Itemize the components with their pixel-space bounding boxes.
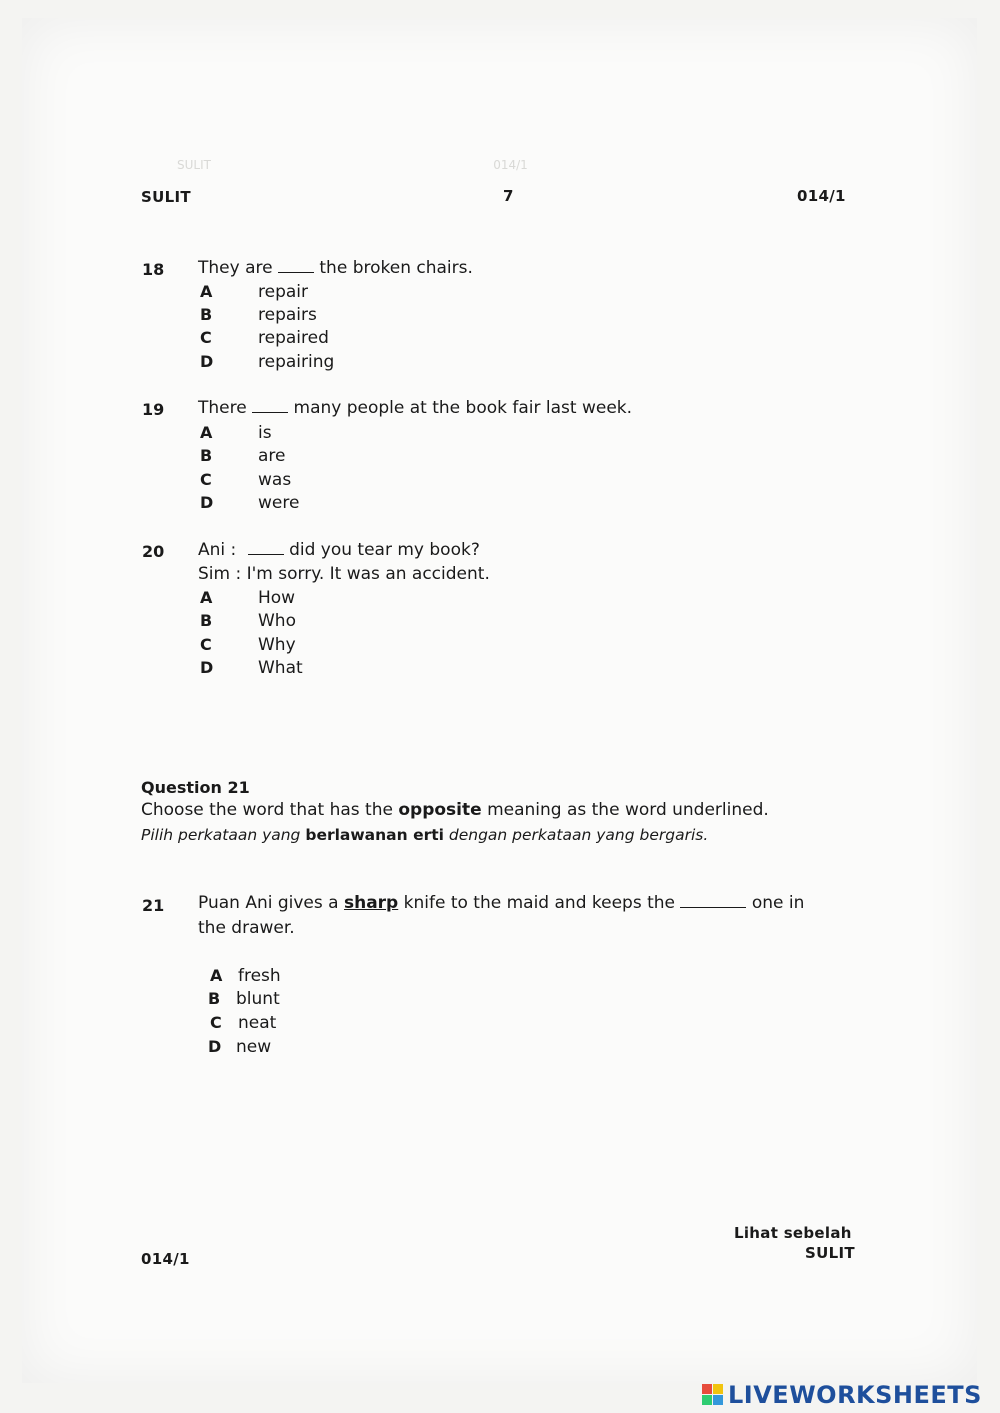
question-21-line-2: the drawer. xyxy=(198,918,295,938)
question-21-text-3: one in xyxy=(751,893,805,913)
header-sulit: SULIT xyxy=(141,188,191,206)
option-letter: B xyxy=(200,305,213,324)
instruction-en-part-2: meaning as the word underlined. xyxy=(487,800,769,820)
option-letter: A xyxy=(210,966,223,985)
question-18-text-before: They are xyxy=(198,258,273,278)
liveworksheets-logo[interactable] xyxy=(702,1380,992,1410)
question-18-blank[interactable] xyxy=(278,258,314,273)
question-19-number: 19 xyxy=(142,400,165,419)
question-20-line-1-text: did you tear my book? xyxy=(289,540,480,560)
option-letter: D xyxy=(208,1037,222,1056)
question-20-line-2-text: I'm sorry. It was an accident. xyxy=(246,564,490,584)
question-21-text-1: Puan Ani gives a xyxy=(198,893,339,913)
option-text: Who xyxy=(258,611,296,631)
question-19-text-before: There xyxy=(198,398,247,418)
footer-next-page: Lihat sebelah xyxy=(734,1224,852,1242)
liveworksheets-icon xyxy=(702,1384,724,1406)
option-text: fresh xyxy=(238,966,281,986)
option-letter: B xyxy=(200,446,213,465)
section-21-title: Question 21 xyxy=(141,778,250,797)
option-letter: C xyxy=(210,1013,222,1032)
option-text: repairs xyxy=(258,305,317,325)
instruction-ms-part-1: Pilih perkataan yang xyxy=(141,826,301,844)
option-letter: C xyxy=(200,635,212,654)
option-letter: D xyxy=(200,493,214,512)
speaker-sim: Sim : xyxy=(198,564,242,584)
question-21-text-2: knife to the maid and keeps the xyxy=(403,893,675,913)
option-letter: B xyxy=(208,989,221,1008)
option-letter: A xyxy=(200,423,213,442)
section-21-instruction-en xyxy=(141,800,769,820)
option-text: were xyxy=(258,493,300,513)
question-20-blank[interactable] xyxy=(248,540,284,555)
question-19-text-after: many people at the book fair last week. xyxy=(293,398,633,418)
page-number: 7 xyxy=(503,187,514,205)
question-18-text-after: the broken chairs. xyxy=(319,258,473,278)
option-text: Why xyxy=(258,635,296,655)
instruction-en-part-1: Choose the word that has the xyxy=(141,800,393,820)
question-18-number: 18 xyxy=(142,260,165,279)
exam-page: SULIT 014/1 xyxy=(22,18,977,1383)
footer-code: 014/1 xyxy=(141,1250,190,1268)
question-21-underlined-word: sharp xyxy=(343,893,399,913)
speaker-ani: Ani : xyxy=(198,540,237,560)
option-text: are xyxy=(258,446,286,466)
instruction-ms-part-2: dengan perkataan yang bergaris. xyxy=(448,826,709,844)
option-text: What xyxy=(258,658,303,678)
question-19-stem xyxy=(198,398,632,418)
question-20-number: 20 xyxy=(142,542,165,561)
question-21-blank[interactable] xyxy=(680,893,746,908)
option-text: How xyxy=(258,588,296,608)
header-code: 014/1 xyxy=(797,187,846,205)
question-18-stem xyxy=(198,258,473,278)
option-letter: A xyxy=(200,282,213,301)
option-text: repair xyxy=(258,282,308,302)
option-letter: D xyxy=(200,352,214,371)
question-20-line-1 xyxy=(198,540,480,560)
question-20-line-2 xyxy=(198,564,490,584)
footer-sulit: SULIT xyxy=(805,1244,855,1262)
option-text: was xyxy=(258,470,292,490)
question-21-number: 21 xyxy=(142,896,165,915)
option-letter: D xyxy=(200,658,214,677)
option-text: repaired xyxy=(258,328,329,348)
instruction-en-bold: opposite xyxy=(398,800,482,820)
option-text: neat xyxy=(238,1013,277,1033)
option-text: repairing xyxy=(258,352,335,372)
liveworksheets-wordmark: LIVEWORKSHEETS xyxy=(728,1381,982,1409)
option-letter: C xyxy=(200,470,212,489)
option-text: blunt xyxy=(236,989,280,1009)
question-19-blank[interactable] xyxy=(252,398,288,413)
option-text: new xyxy=(236,1037,272,1057)
option-letter: A xyxy=(200,588,213,607)
instruction-ms-bold: berlawanan erti xyxy=(305,826,444,844)
option-text: is xyxy=(258,423,272,443)
question-21-stem xyxy=(198,893,804,913)
option-letter: B xyxy=(200,611,213,630)
section-21-instruction-ms xyxy=(141,826,708,844)
option-letter: C xyxy=(200,328,212,347)
